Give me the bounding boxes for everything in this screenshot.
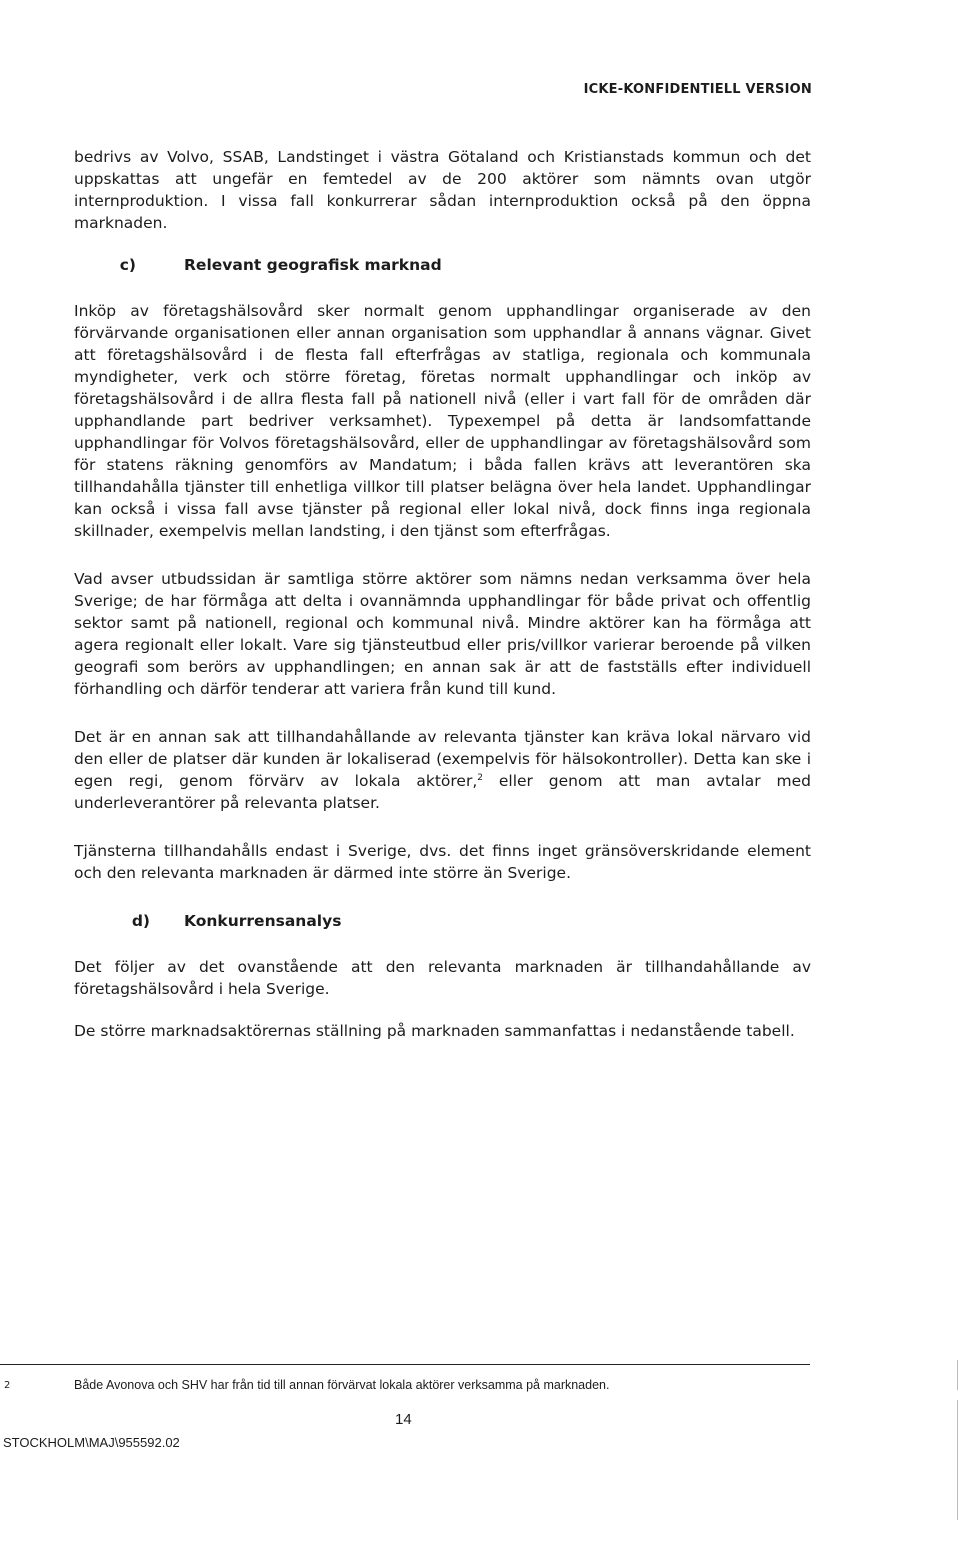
paragraph-internproduktion: bedrivs av Volvo, SSAB, Landstinget i västra Götaland och Kristianstads kommun och det uppskattas att ungefär en femtedel av de 200 aktörer som nämnts ovan utgör internproduktion. I vissa fall konkurrerar sådan internproduktion också på den öppna marknaden. — [74, 148, 811, 232]
scan-edge-mark — [957, 1360, 958, 1390]
paragraph-utbudssidan: Vad avser utbudssidan är samtliga större aktörer som nämns nedan verksamma över hela Sverige; de har förmåga att delta i ovannämnda upphandlingar för både privat och offentlig sektor samt på nationell, regional och kommunal nivå. Mindre aktörer kan ha förmåga att agera regionalt eller lokalt. Vare sig tjänsteutbud eller pris/villkor varierar beroende på vilken geografi som berörs av upphandlingen; en annan sak är att de fastställs efter individuell förhandling och därför tenderar att variera från kund till kund. — [74, 570, 811, 698]
paragraph-upphandling: Inköp av företagshälsovård sker normalt genom upphandlingar organiserade av den förvärvande organisationen eller annan organisation som upphandlar å annans vägnar. Givet att företagshälsovård i de flesta fall efterfrågas av statliga, regionala och kommunala myndigheter, verk och större företag, företas normalt upphandlingar och inköp av företagshälsovård i de allra flesta fall på nationell nivå (eller i vart fall för de områden där upphandlande part bedriver verksamhet). Typexempel på detta är landsomfattande upphandlingar för Volvos företagshälsovård, eller de upphandlingar av företagshälsovård som för statens räkning genomförs av Mandatum; i båda fallen krävs att leverantören ska tillhandahålla tjänster till enhetliga villkor till platser belägna över hela landet. Upphandlingar kan också i vissa fall avse tjänster på regional eller lokal nivå, dock finns inga regionala skillnader, exempelvis mellan landsting, i den tjänst som efterfrågas. — [74, 302, 811, 540]
paragraph-lokal-narvaro: Det är en annan sak att tillhandahållande av relevanta tjänster kan kräva lokal närvaro vid den eller de platser där kunden är lokaliserad (exempelvis för hälsokontroller). Detta kan ske i egen regi, genom förvärv av lokala aktörer,$^2$ eller genom att man avtalar med underleverantörer på relevanta platser. — [74, 728, 811, 812]
section-title: Relevant geografisk marknad — [184, 256, 442, 274]
confidentiality-label: ICKE-KONFIDENTIELL VERSION — [583, 82, 812, 97]
paragraph-tabell-intro: De större marknadsaktörernas ställning på marknaden sammanfattas i nedanstående tabell. — [74, 1022, 795, 1040]
page-number: 14 — [395, 1411, 412, 1428]
section-number: c) — [119, 256, 136, 274]
section-title: Konkurrensanalys — [184, 912, 342, 930]
footnote-reference[interactable]: 2 — [477, 772, 483, 783]
footnote-text: Både Avonova och SHV har från tid till annan förvärvat lokala aktörer verksamma på marknaden. — [74, 1378, 610, 1392]
footnote-divider — [0, 1364, 810, 1365]
section-heading-d — [74, 910, 811, 932]
scan-edge-mark — [957, 1400, 958, 1520]
section-number: d) — [131, 912, 150, 930]
document-body — [74, 146, 811, 1042]
footnote-number: 2 — [4, 1380, 11, 1391]
section-heading-c — [74, 254, 811, 276]
document-reference: STOCKHOLM\MAJ\955592.02 — [3, 1435, 180, 1450]
paragraph-slutsats: Det följer av det ovanstående att den relevanta marknaden är tillhandahållande av företagshälsovård i hela Sverige. — [74, 958, 811, 998]
paragraph-sverige: Tjänsterna tillhandahålls endast i Sverige, dvs. det finns inget gränsöverskridande element och den relevanta marknaden är därmed inte större än Sverige. — [74, 842, 811, 882]
